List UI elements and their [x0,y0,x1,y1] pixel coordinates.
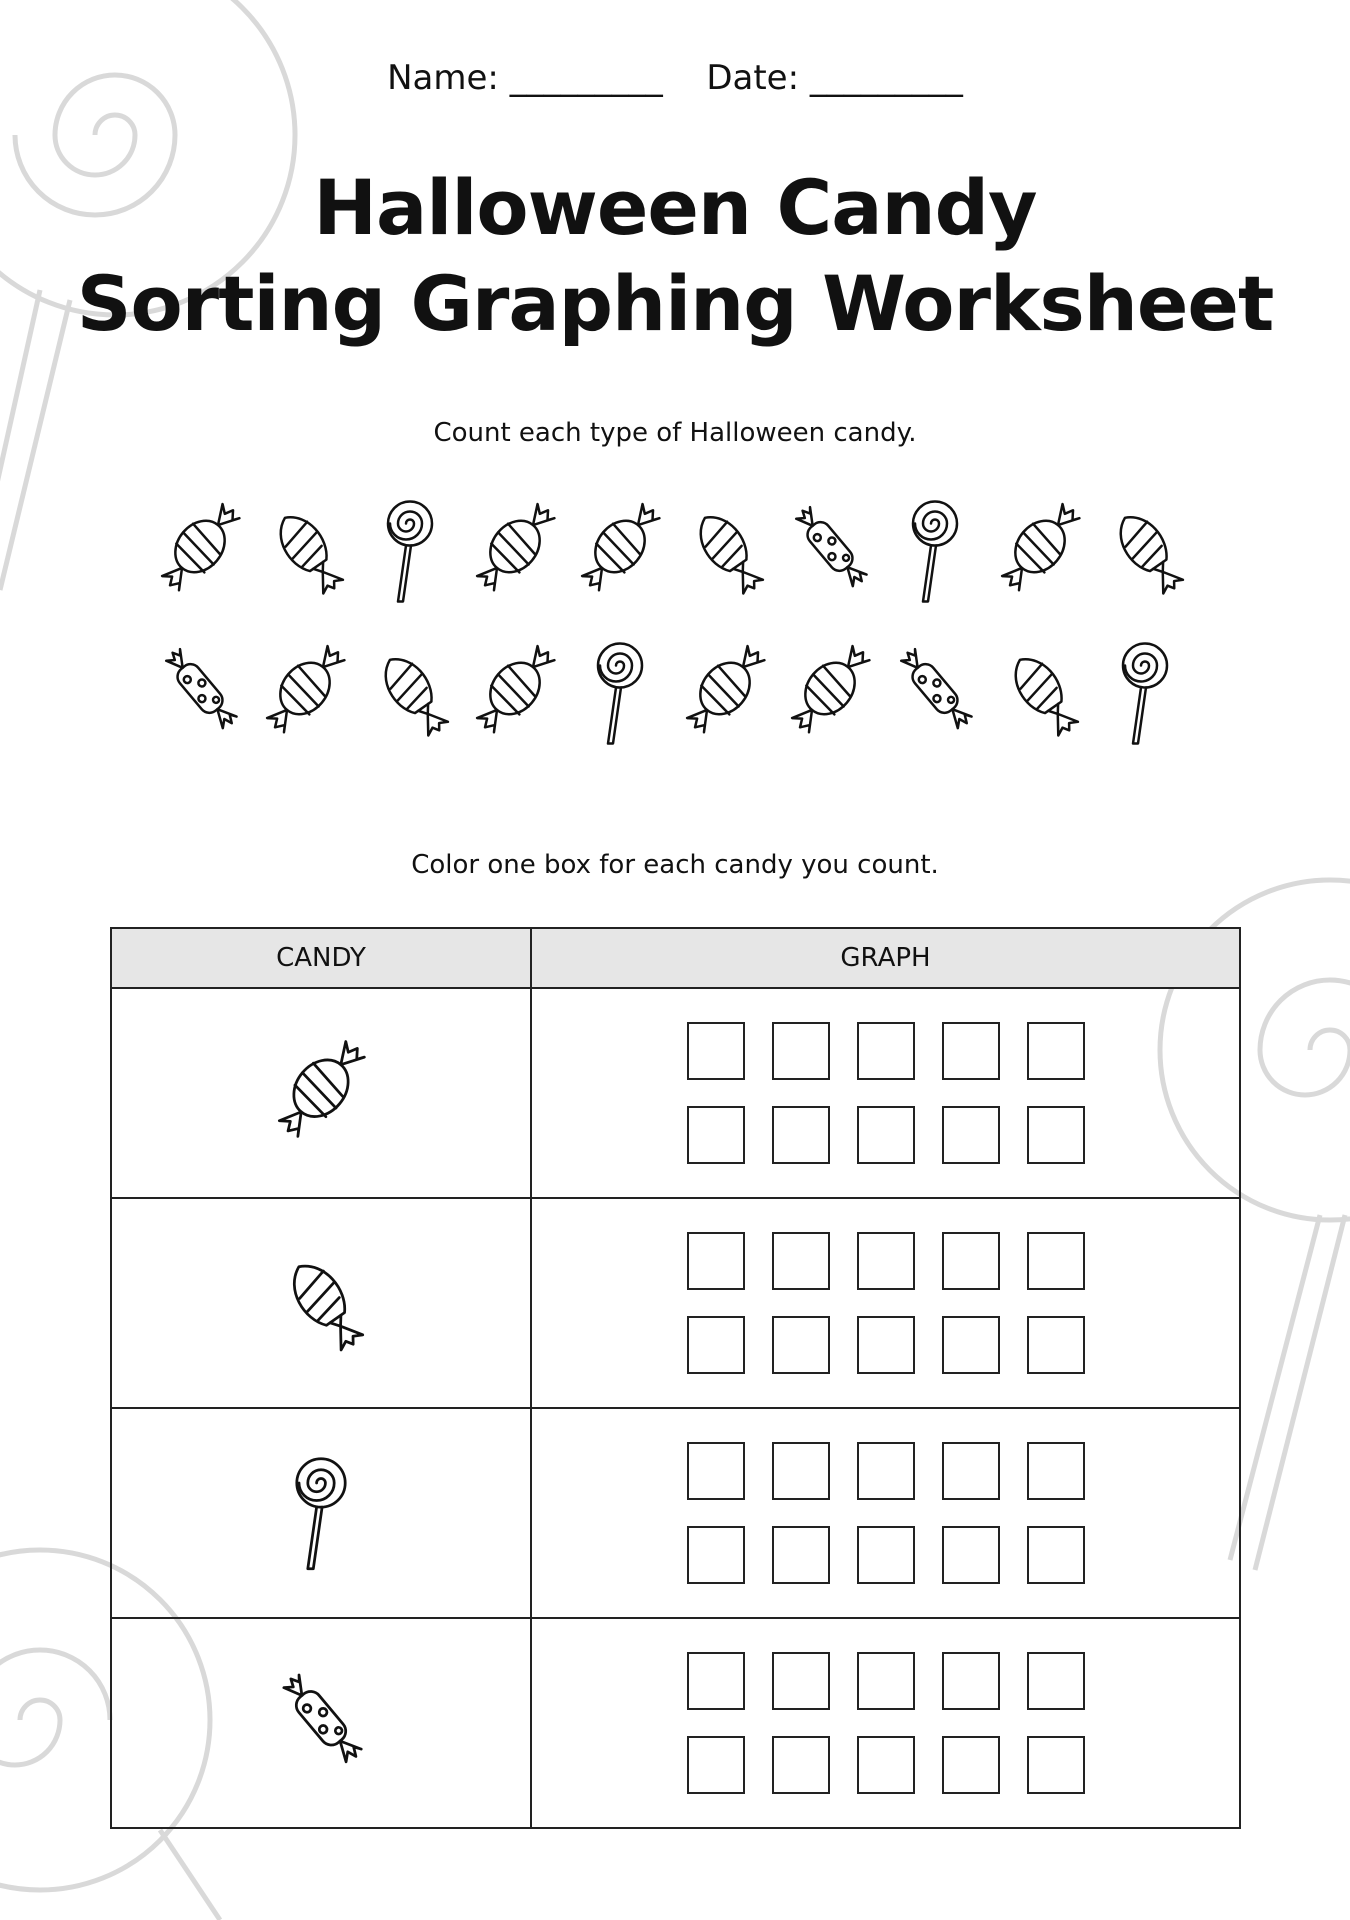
wrapped-candy-icon [150,490,250,608]
tally-box-grid [532,1442,1239,1584]
tally-box[interactable] [687,1022,745,1080]
wrapped-candy-icon [990,490,1090,608]
candy-column-header: CANDY [111,928,531,988]
count-instruction: Count each type of Halloween candy. [433,418,917,448]
tally-box[interactable] [857,1736,915,1794]
lollipop-icon [1095,632,1195,750]
tally-box[interactable] [857,1022,915,1080]
drop-candy-icon [266,1237,376,1365]
tally-box[interactable] [772,1316,830,1374]
drop-candy-icon [1095,490,1195,608]
graph-row [111,1198,1240,1408]
date-blank[interactable]: _________ [809,58,963,98]
graph-table [110,927,1241,1829]
dotted-candy-icon [780,490,880,608]
tally-box[interactable] [687,1652,745,1710]
tally-box[interactable] [857,1442,915,1500]
tally-box[interactable] [942,1022,1000,1080]
graph-row [111,1618,1240,1828]
candy-row-2 [150,632,1200,762]
tally-box[interactable] [857,1526,915,1584]
candy-cell [111,988,531,1198]
graph-cell [531,988,1240,1198]
tally-box[interactable] [1027,1442,1085,1500]
drop-candy-icon [255,490,355,608]
tally-box[interactable] [1027,1106,1085,1164]
candy-cell [111,1198,531,1408]
tally-box[interactable] [942,1442,1000,1500]
tally-box[interactable] [942,1106,1000,1164]
wrapped-candy-icon [780,632,880,750]
name-date-line [0,58,1350,98]
candy-row-1 [150,490,1200,620]
tally-box[interactable] [772,1106,830,1164]
tally-box-grid [532,1652,1239,1794]
tally-box[interactable] [687,1442,745,1500]
tally-box[interactable] [857,1652,915,1710]
tally-box[interactable] [942,1652,1000,1710]
lollipop-icon [570,632,670,750]
tally-box-grid [532,1022,1239,1164]
tally-box[interactable] [1027,1736,1085,1794]
tally-box[interactable] [942,1736,1000,1794]
tally-box[interactable] [1027,1316,1085,1374]
wrapped-candy-icon [266,1027,376,1155]
tally-box[interactable] [772,1526,830,1584]
dotted-candy-icon [885,632,985,750]
graph-cell [531,1408,1240,1618]
wrapped-candy-icon [675,632,775,750]
tally-box[interactable] [687,1736,745,1794]
graph-row [111,1408,1240,1618]
tally-box[interactable] [857,1316,915,1374]
date-label: Date: [706,58,800,98]
graph-cell [531,1198,1240,1408]
name-blank[interactable]: _________ [509,58,663,98]
title-line-1: Halloween Candy [313,163,1037,252]
title-line-2: Sorting Graphing Worksheet [76,259,1274,348]
candy-cell [111,1618,531,1828]
wrapped-candy-icon [465,490,565,608]
tally-box[interactable] [687,1106,745,1164]
wrapped-candy-icon [255,632,355,750]
drop-candy-icon [675,490,775,608]
tally-box[interactable] [857,1106,915,1164]
candy-cell [111,1408,531,1618]
tally-box[interactable] [772,1652,830,1710]
dotted-candy-icon [266,1657,376,1785]
tally-box[interactable] [772,1442,830,1500]
tally-box[interactable] [942,1232,1000,1290]
dotted-candy-icon [150,632,250,750]
tally-box[interactable] [1027,1232,1085,1290]
tally-box[interactable] [772,1232,830,1290]
wrapped-candy-icon [465,632,565,750]
color-instruction: Color one box for each candy you count. [411,850,939,880]
tally-box[interactable] [942,1526,1000,1584]
lollipop-icon [885,490,985,608]
graph-row [111,988,1240,1198]
name-label: Name: [387,58,499,98]
tally-box[interactable] [687,1316,745,1374]
drop-candy-icon [990,632,1090,750]
wrapped-candy-icon [570,490,670,608]
tally-box[interactable] [772,1022,830,1080]
tally-box[interactable] [857,1232,915,1290]
lollipop-icon [266,1447,376,1575]
tally-box[interactable] [1027,1526,1085,1584]
lollipop-icon [360,490,460,608]
page-title [0,160,1350,352]
tally-box[interactable] [942,1316,1000,1374]
tally-box[interactable] [687,1232,745,1290]
drop-candy-icon [360,632,460,750]
tally-box[interactable] [1027,1022,1085,1080]
tally-box[interactable] [772,1736,830,1794]
graph-column-header: GRAPH [531,928,1240,988]
tally-box[interactable] [1027,1652,1085,1710]
tally-box-grid [532,1232,1239,1374]
tally-box[interactable] [687,1526,745,1584]
graph-cell [531,1618,1240,1828]
